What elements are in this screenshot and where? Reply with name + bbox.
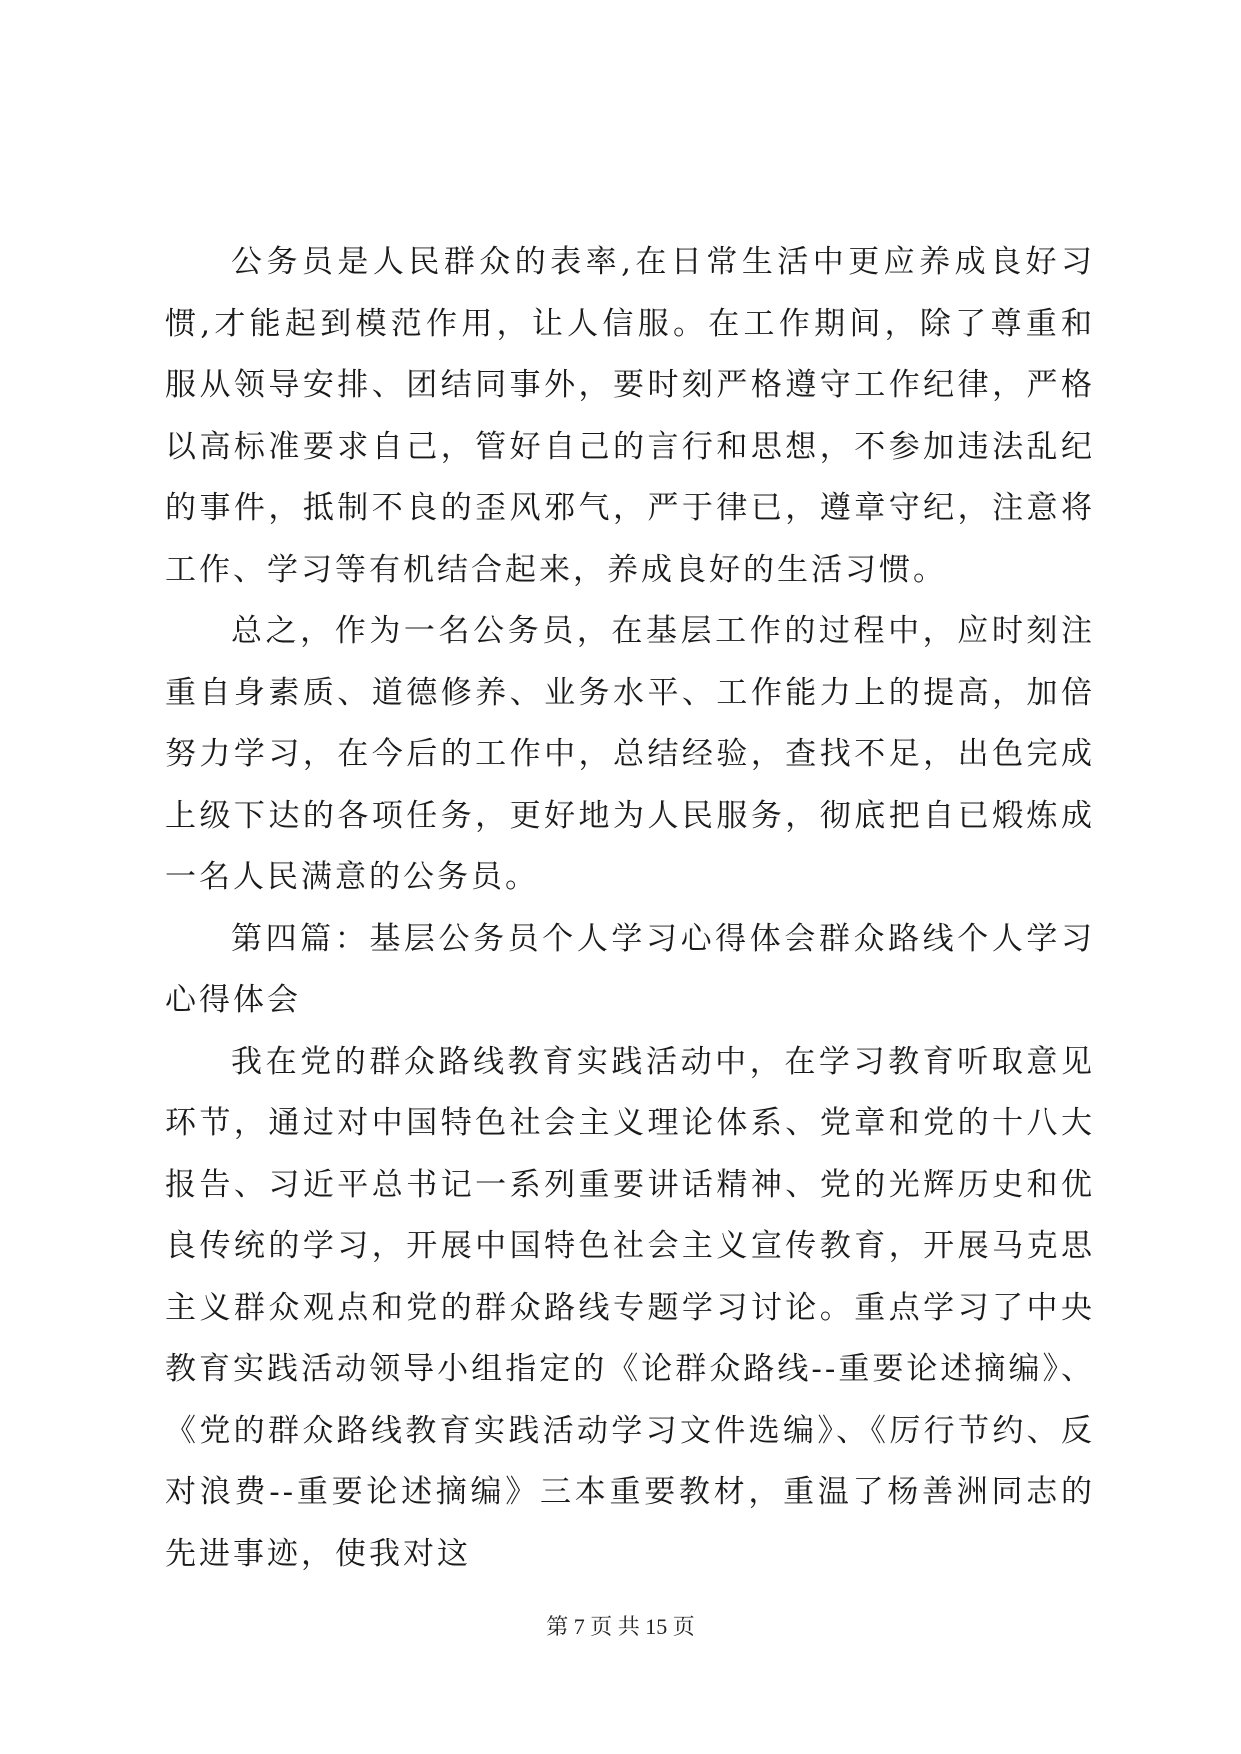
paragraph-conduct: 公务员是人民群众的表率,在日常生活中更应养成良好习惯,才能起到模范作用，让人信服。在工作期间，除了尊重和服从领导安排、团结同事外，要时刻严格遵守工作纪律，严格以高标准要求自己，管好自己的言行和思想，不参加违法乱纪的事件，抵制不良的歪风邪气，严于律已，遵章守纪，注意将工作、学习等有机结合起来，养成良好的生活习惯。 <box>165 244 1095 588</box>
page-number-footer: 第 7 页 共 15 页 <box>546 1614 695 1639</box>
body-text <box>165 232 1095 1585</box>
paragraph-study: 我在党的群众路线教育实践活动中，在学习教育听取意见环节，通过对中国特色社会主义理论体系、党章和党的十八大报告、习近平总书记一系列重要讲话精神、党的光辉历史和优良传统的学习，开展中国特色社会主义宣传教育，开展马克思主义群众观点和党的群众路线专题学习讨论。重点学习了中央教育实践活动领导小组指定的《论群众路线--重要论述摘编》、《党的群众路线教育实践活动学习文件选编》、《厉行节约、反对浪费--重要论述摘编》三本重要教材，重温了杨善洲同志的先进事迹，使我对这 <box>165 1043 1095 1572</box>
section-heading: 第四篇：基层公务员个人学习心得体会群众路线个人学习心得体会 <box>165 920 1095 1018</box>
paragraph-conclusion: 总之，作为一名公务员，在基层工作的过程中，应时刻注重自身素质、道德修养、业务水平、工作能力上的提高，加倍努力学习，在今后的工作中，总结经验，查找不足，出色完成上级下达的各项任务，更好地为人民服务，彻底把自已煅炼成一名人民满意的公务员。 <box>165 613 1095 895</box>
